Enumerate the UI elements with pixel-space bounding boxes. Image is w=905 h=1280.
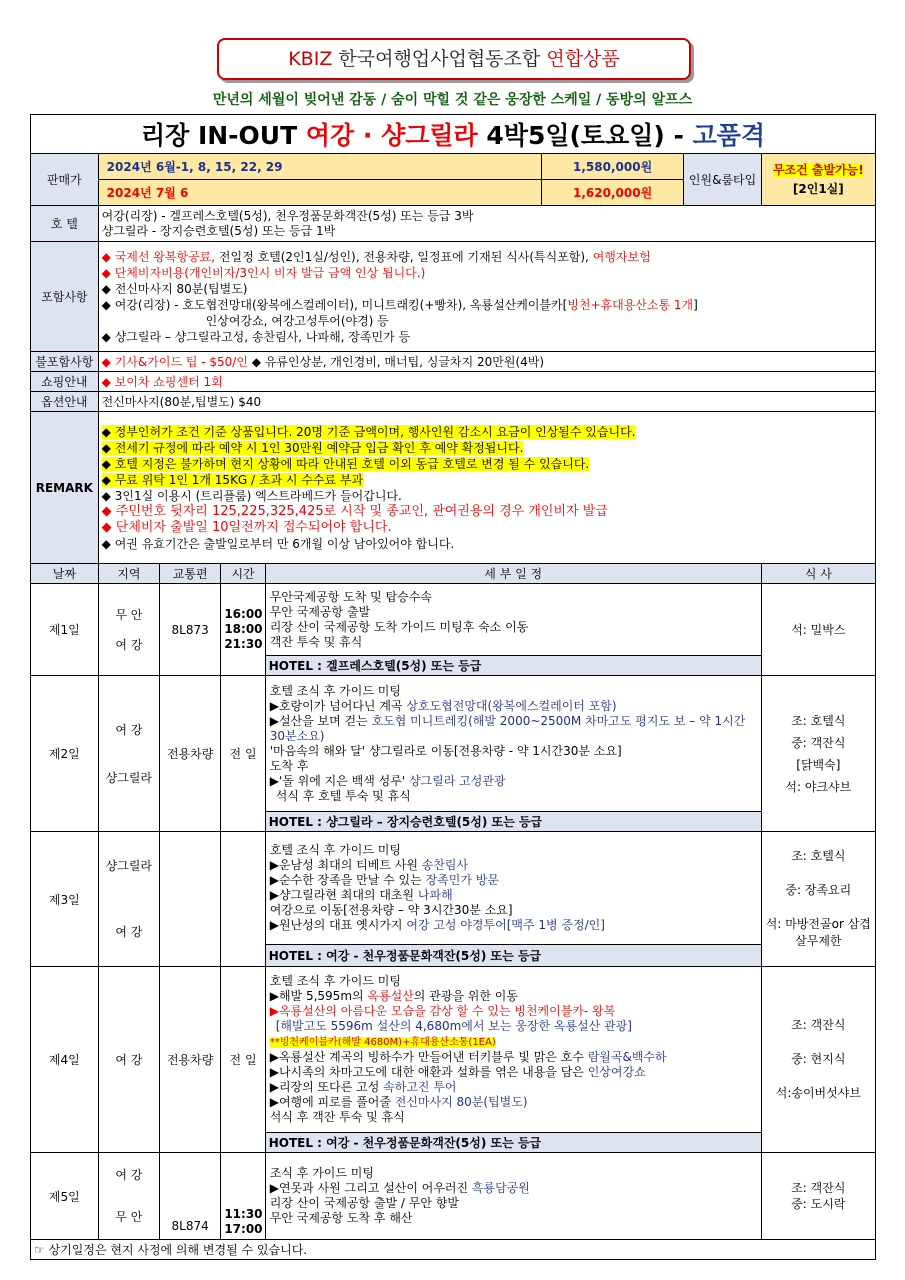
day3-label: 제3일: [31, 832, 99, 967]
option-info: 전신마사지(80분,팁별도) $40: [98, 392, 875, 412]
price-label: 판매가: [31, 154, 99, 206]
shopping-label: 쇼핑안내: [31, 372, 99, 392]
day1-meal: 석: 밀박스: [761, 584, 875, 676]
banner-union: 한국여행업사업협동조합: [338, 48, 541, 70]
hotel-label: 호 텔: [31, 206, 99, 242]
room-type: 무조건 출발가능! [2인1실]: [761, 154, 875, 206]
day1-schedule: 무안국제공항 도착 및 탑승수속 무안 국제공항 출발 리장 산이 국제공항 도착 가이드 미팅후 숙소 이동 객잔 투숙 및 휴식: [265, 584, 761, 656]
tagline: 만년의 세월이 빚어낸 감동 / 숨이 막힐 것 같은 웅장한 스케일 / 동방의 알프스: [212, 92, 693, 108]
excluded-info: ◆ 기사&가이드 팁 - $50/인 ◆ 유류인상분, 개인경비, 매너팁, 싱글차지 20만원(4박): [98, 352, 875, 372]
price-dates-june: 2024년 6월-1, 8, 15, 22, 29: [98, 154, 541, 180]
day2-region: 여 강 샹그릴라: [98, 676, 159, 832]
day4-hotel: HOTEL : 여강 - 천우정품문화객잔(5성) 또는 등급: [265, 1133, 761, 1153]
col-detail: 세 부 일 정: [265, 564, 761, 584]
day3-schedule: 호텔 조식 후 가이드 미팅 ▶운남성 최대의 티베트 사원 송찬림사 ▶순수한 장족을 만날 수 있는 장족민가 방문 ▶샹그릴라현 최대의 대초원 나파해 여강으로 이동[전용차량 – 약 3시간30분 소요] ▶원난성의 대표 옛시가지 여강 고성 야경투어[맥주 1병 증정/인]: [265, 832, 761, 945]
day5-flight: 8L874: [160, 1153, 221, 1240]
col-transport: 교통편: [160, 564, 221, 584]
day4-transport: 전용차량: [160, 967, 221, 1153]
union-banner: [217, 38, 691, 80]
product-title: 리장 IN-OUT 여강 · 샹그릴라 4박5일(토요일) - 고품격: [31, 115, 876, 154]
included-label: 포함사항: [31, 242, 99, 352]
room-label: 인원&룸타입: [684, 154, 761, 206]
option-label: 옵션안내: [31, 392, 99, 412]
day4-label: 제4일: [31, 967, 99, 1153]
remark-info: ◆ 정부인허가 조건 기준 상품입니다. 20명 기준 금액이며, 행사인원 감소시 요금이 인상될수 있습니다. ◆ 전세기 규정에 따라 예약 시 1인 30만원 예약금 입금 확인 후 예약 확정됩니다. ◆ 호텔 지정은 불가하며 현지 상황에 따라 안내된 호텔 이외 동급 호텔로 변경 될 수 있습니다. ◆ 무료 위탁 1인 1개 15KG / 초과 시 수수료 부과 ◆ 3인1실 이용시 (트리플룸) 엑스트라베드가 들어갑니다. ◆ 주민번호 뒷자리 125,225,325,425로 시작 및 종교인, 관여권용의 경우 개인비자 발급 ◆ 단체비자 출발일 10일전까지 접수되어야 합니다. ◆ 여권 유효기간은 출발일로부터 만 6개월 이상 남아있어야 합니다.: [98, 412, 875, 564]
day2-time: 전 일: [221, 676, 265, 832]
day2-hotel: HOTEL : 샹그릴라 – 장지승련호텔(5성) 또는 등급: [265, 812, 761, 832]
price-june: 1,580,000원: [541, 154, 684, 180]
day5-region: 여 강 무 안: [98, 1153, 159, 1240]
day1-times: 16:00 18:00 21:30: [221, 584, 265, 676]
price-july: 1,620,000원: [541, 180, 684, 206]
shopping-info: ◆ 보이차 쇼핑센터 1회: [98, 372, 875, 392]
day5-times: 11:30 17:00: [221, 1153, 265, 1240]
banner-joint: 연합상품: [546, 48, 620, 70]
day1-region: 무 안 여 강: [98, 584, 159, 676]
day3-time: [221, 832, 265, 967]
col-time: 시간: [221, 564, 265, 584]
itinerary-table: [30, 114, 876, 1260]
day4-region: 여 강: [98, 967, 159, 1153]
day2-schedule: 호텔 조식 후 가이드 미팅 ▶호랑이가 넘어다닌 계곡 상호도협전망대(왕복에스컬레이터 포함) ▶설산을 보며 걷는 호도협 미니트레킹(해발 2000~2500M 차마고도 평지도 보 – 약 1시간30분소요) '마음속의 해와 달' 샹그릴라로 이동[전용차량 - 약 1시간30분 소요] 도착 후 ▶'돌 위에 지은 백색 성루' 샹그릴라 고성관광 석식 후 호텔 투숙 및 휴식: [265, 676, 761, 812]
day3-transport: [160, 832, 221, 967]
col-region: 지역: [98, 564, 159, 584]
excluded-label: 불포함사항: [31, 352, 99, 372]
day1-flight: 8L873: [160, 584, 221, 676]
col-date: 날짜: [31, 564, 99, 584]
day4-schedule: 호텔 조식 후 가이드 미팅 ▶해발 5,595m의 옥룡설산의 관광을 위한 이동 ▶옥룡설산의 아름다운 모습을 감상 할 수 있는 빙천케이블카- 왕복 [해발고도 5596m 설산의 4,680m에서 보는 웅장한 옥룡설산 관광] **빙천케이블카(해발 4680M)+휴대용산소통(1EA) ▶옥룡설산 계곡의 빙하수가 만들어낸 터키블루 빛 맑은 호수 람월곡&백수하 ▶나시족의 차마고도에 대한 애환과 설화를 엮은 내용을 담은 인상여강쇼 ▶리장의 또다른 고성 속하고진 투어 ▶여행에 피로를 풀어줄 전신마사지 80분(팁별도) 석식 후 객잔 투숙 및 휴식: [265, 967, 761, 1133]
banner-kbiz: KBIZ: [288, 48, 333, 70]
day3-region: 샹그릴라 여 강: [98, 832, 159, 967]
price-dates-july: 2024년 7월 6: [98, 180, 541, 206]
remark-label: REMARK: [31, 412, 99, 564]
day2-label: 제2일: [31, 676, 99, 832]
day2-meal: 조: 호텔식 중: 객잔식 [닭백숙] 석: 야크샤브: [761, 676, 875, 832]
day5-schedule: 조식 후 가이드 미팅 ▶연못과 사원 그리고 설산이 어우러진 흑룡담공원 리장 산이 국제공항 출발 / 무안 향발 무안 국제공항 도착 후 해산: [265, 1153, 761, 1240]
day1-label: 제1일: [31, 584, 99, 676]
day1-hotel: HOTEL : 겔프레스호텔(5성) 또는 등급: [265, 656, 761, 676]
col-meal: 식 사: [761, 564, 875, 584]
day3-meal: 조: 호텔식 중: 장족요리 석: 마방전골or 삼겹살무제한: [761, 832, 875, 967]
day5-meal: 조: 객잔식 중: 도시락: [761, 1153, 875, 1240]
day4-meal: 조: 객잔식 중: 현지식 석:송이버섯샤브: [761, 967, 875, 1153]
day4-time: 전 일: [221, 967, 265, 1153]
day3-hotel: HOTEL : 여강 - 천우정품문화객잔(5성) 또는 등급: [265, 945, 761, 967]
footer-note: ☞ 상기일정은 현지 사정에 의해 변경될 수 있습니다.: [31, 1240, 876, 1260]
day5-label: 제5일: [31, 1153, 99, 1240]
hotel-info: 여강(리장) - 겔프레스호텔(5성), 천우정품문화객잔(5성) 또는 등급 3박 샹그릴라 - 장지승련호텔(5성) 또는 등급 1박: [98, 206, 875, 242]
day2-transport: 전용차량: [160, 676, 221, 832]
included-info: ◆ 국제선 왕복항공료, 전일정 호텔(2인1실/성인), 전용차량, 일정표에 기재된 식사(특식포함), 여행자보험 ◆ 단체비자비용(개인비자/3인시 비자 발급 금액 인상 됩니다.) ◆ 전신마사지 80분(팁별도) ◆ 여강(리장) - 호도협전망대(왕복에스컬레이터), 미니트래킹(+빵차), 옥룡설산케이블카[빙천+휴대용산소통 1개] 인상여강쇼, 여강고성투어(야경) 등 ◆ 샹그릴라 – 샹그릴라고성, 송찬림사, 나파해, 장족민가 등: [98, 242, 875, 352]
